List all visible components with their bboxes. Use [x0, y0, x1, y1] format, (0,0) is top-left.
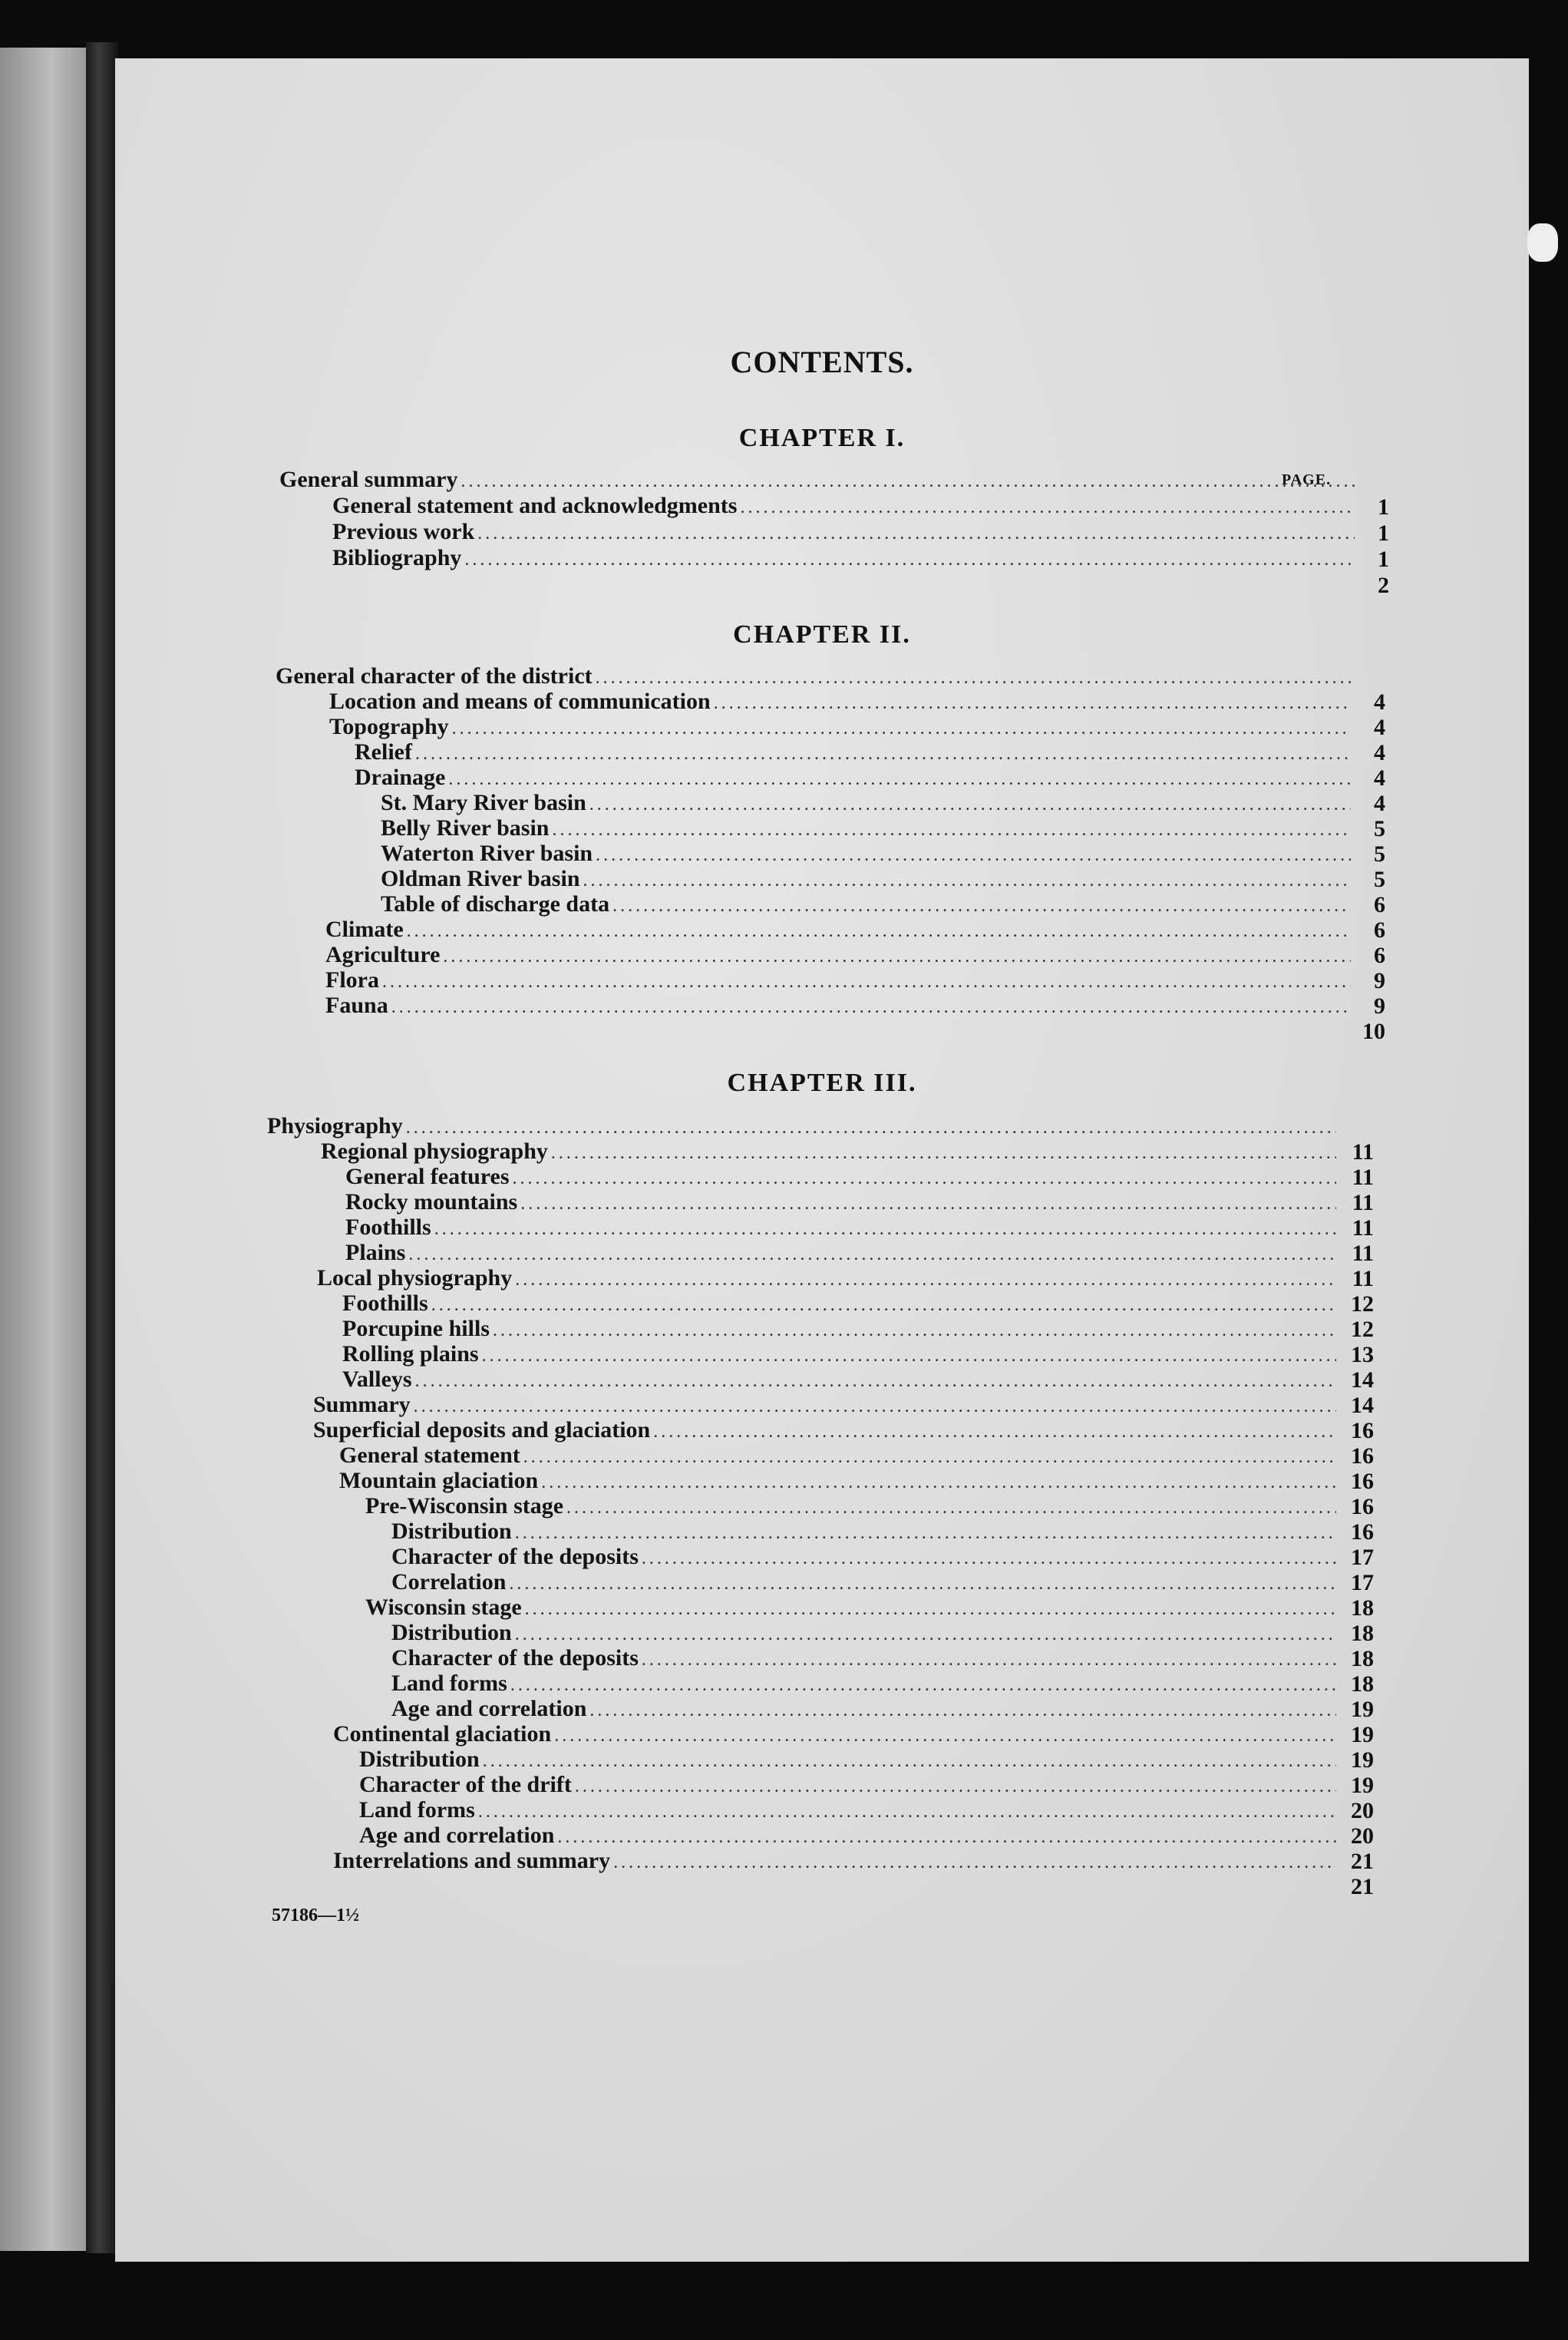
page-number: 21 [1351, 1874, 1374, 1899]
page-column-heading: PAGE. [1282, 471, 1332, 488]
page-number: 20 [1351, 1798, 1374, 1823]
page-number: 1 [1378, 547, 1389, 572]
toc-entry[interactable]: Character of the deposits ..... [391, 1544, 1339, 1568]
page-number: 4 [1374, 765, 1385, 791]
toc-entry[interactable]: Porcupine hills ..... [342, 1316, 1339, 1340]
toc-entry[interactable]: Flora ..... [325, 967, 1354, 992]
toc-entry[interactable]: Table of discharge data ..... [381, 891, 1354, 916]
toc-entry[interactable]: Foothills ..... [345, 1215, 1339, 1239]
page-number: 4 [1374, 715, 1385, 740]
page-number: 18 [1351, 1621, 1374, 1646]
page-number: 17 [1351, 1570, 1374, 1595]
page-number: 2 [1378, 573, 1389, 598]
page-number: 20 [1351, 1823, 1374, 1849]
page-number: 11 [1352, 1165, 1374, 1190]
page-number: 6 [1374, 943, 1385, 968]
page-number: 9 [1374, 968, 1385, 993]
toc-entry[interactable]: Mountain glaciation ..... [339, 1468, 1339, 1492]
toc-entry[interactable]: Regional physiography ..... [321, 1139, 1339, 1163]
page-number: 16 [1351, 1418, 1374, 1443]
toc-entry[interactable]: Pre-Wisconsin stage ..... [365, 1493, 1339, 1518]
page-number: 12 [1351, 1317, 1374, 1342]
page-number: 19 [1351, 1773, 1374, 1798]
toc-entry[interactable]: Continental glaciation ..... [333, 1721, 1339, 1746]
toc-entry[interactable]: Character of the drift ..... [359, 1772, 1339, 1796]
toc-entry[interactable]: Distribution ..... [359, 1747, 1339, 1771]
page-number: 4 [1374, 689, 1385, 715]
page-number: 19 [1351, 1722, 1374, 1747]
toc-entry[interactable]: Foothills ..... [342, 1291, 1339, 1315]
toc-entry[interactable]: Summary ..... [313, 1392, 1339, 1416]
toc-entry[interactable]: General features ..... [345, 1164, 1339, 1188]
toc-entry[interactable]: Age and correlation ..... [391, 1696, 1339, 1720]
toc-entry[interactable]: Interrelations and summary ..... [333, 1848, 1339, 1872]
page-number: 16 [1351, 1519, 1374, 1545]
page-number: 17 [1351, 1545, 1374, 1570]
page-number: 4 [1374, 791, 1385, 816]
chapter-1-heading: CHAPTER I. [738, 424, 906, 452]
toc-entry[interactable]: General character of the district ..... [276, 663, 1354, 688]
toc-entry[interactable]: Land forms ..... [359, 1797, 1339, 1822]
page-number: 18 [1351, 1595, 1374, 1621]
page-number: 18 [1351, 1646, 1374, 1671]
toc-entry[interactable]: Valleys ..... [342, 1367, 1339, 1391]
toc-entry[interactable]: Oldman River basin ..... [381, 866, 1354, 891]
toc-entry[interactable]: Relief ..... [355, 739, 1354, 764]
page-number: 11 [1352, 1190, 1374, 1215]
chapter-2-heading: CHAPTER II. [733, 620, 911, 649]
toc-entry[interactable]: Physiography ..... [267, 1113, 1339, 1138]
toc-entry[interactable]: Rocky mountains ..... [345, 1189, 1339, 1214]
toc-entry[interactable]: Climate ..... [325, 917, 1354, 941]
toc-entry[interactable]: Bibliography ..... [332, 545, 1358, 570]
page-number: 19 [1351, 1697, 1374, 1722]
print-code: 57186—1½ [272, 1905, 359, 1925]
toc-entry[interactable]: Agriculture ..... [325, 942, 1354, 967]
left-page-edge [0, 48, 86, 2251]
toc-entry[interactable]: Land forms ..... [391, 1671, 1339, 1695]
page-number: 1 [1378, 494, 1389, 520]
toc-entry[interactable]: Plains ..... [345, 1240, 1339, 1264]
toc-entry[interactable]: Local physiography ..... [317, 1265, 1339, 1290]
chapter-3-heading: CHAPTER III. [727, 1069, 917, 1097]
page-title: CONTENTS. [730, 345, 914, 379]
page-number: 1 [1378, 521, 1389, 546]
page-number: 16 [1351, 1443, 1374, 1469]
contents-page [115, 58, 1529, 2262]
toc-entry[interactable]: Fauna ..... [325, 993, 1354, 1017]
toc-entry[interactable]: Topography ..... [329, 714, 1354, 739]
book-gutter [86, 42, 118, 2253]
toc-entry[interactable]: Superficial deposits and glaciation ..... [313, 1417, 1339, 1442]
toc-entry[interactable]: Distribution ..... [391, 1519, 1339, 1543]
toc-entry[interactable]: General statement ..... [339, 1443, 1339, 1467]
page-number: 11 [1352, 1139, 1374, 1165]
toc-entry[interactable]: St. Mary River basin ..... [381, 790, 1354, 815]
page-number: 16 [1351, 1469, 1374, 1494]
page-number: 5 [1374, 841, 1385, 867]
page-number: 18 [1351, 1671, 1374, 1697]
page-number: 11 [1352, 1266, 1374, 1291]
page-number: 11 [1352, 1241, 1374, 1266]
toc-entry[interactable]: Belly River basin ..... [381, 815, 1354, 840]
page-number: 6 [1374, 917, 1385, 943]
page-number: 6 [1374, 892, 1385, 917]
page-number: 14 [1351, 1393, 1374, 1418]
page-number: 16 [1351, 1494, 1374, 1519]
page-number: 5 [1374, 816, 1385, 841]
page-number: 11 [1352, 1215, 1374, 1241]
page-number: 14 [1351, 1367, 1374, 1393]
page-number: 4 [1374, 740, 1385, 765]
toc-entry[interactable]: Drainage ..... [355, 765, 1354, 789]
page-number: 9 [1374, 993, 1385, 1019]
page-number: 13 [1351, 1342, 1374, 1367]
toc-entry[interactable]: Correlation ..... [391, 1569, 1339, 1594]
toc-entry[interactable]: Character of the deposits ..... [391, 1645, 1339, 1670]
page-number: 12 [1351, 1291, 1374, 1317]
toc-entry[interactable]: Location and means of communication ..... [329, 689, 1354, 713]
toc-entry[interactable]: General statement and acknowledgments ..... [332, 493, 1358, 517]
toc-entry[interactable]: Previous work ..... [332, 519, 1358, 544]
toc-entry[interactable]: Distribution ..... [391, 1620, 1339, 1644]
toc-entry[interactable]: Rolling plains ..... [342, 1341, 1339, 1366]
page-number: 5 [1374, 867, 1385, 892]
page-number: 19 [1351, 1747, 1374, 1773]
toc-entry[interactable]: General summary ..... [279, 467, 1358, 491]
page-number: 21 [1351, 1849, 1374, 1874]
toc-entry[interactable]: Wisconsin stage ..... [365, 1595, 1339, 1619]
toc-entry[interactable]: Waterton River basin ..... [381, 841, 1354, 865]
page-number: 10 [1362, 1019, 1385, 1044]
toc-entry[interactable]: Age and correlation ..... [359, 1823, 1339, 1847]
paper-damage-spot [1527, 223, 1558, 262]
